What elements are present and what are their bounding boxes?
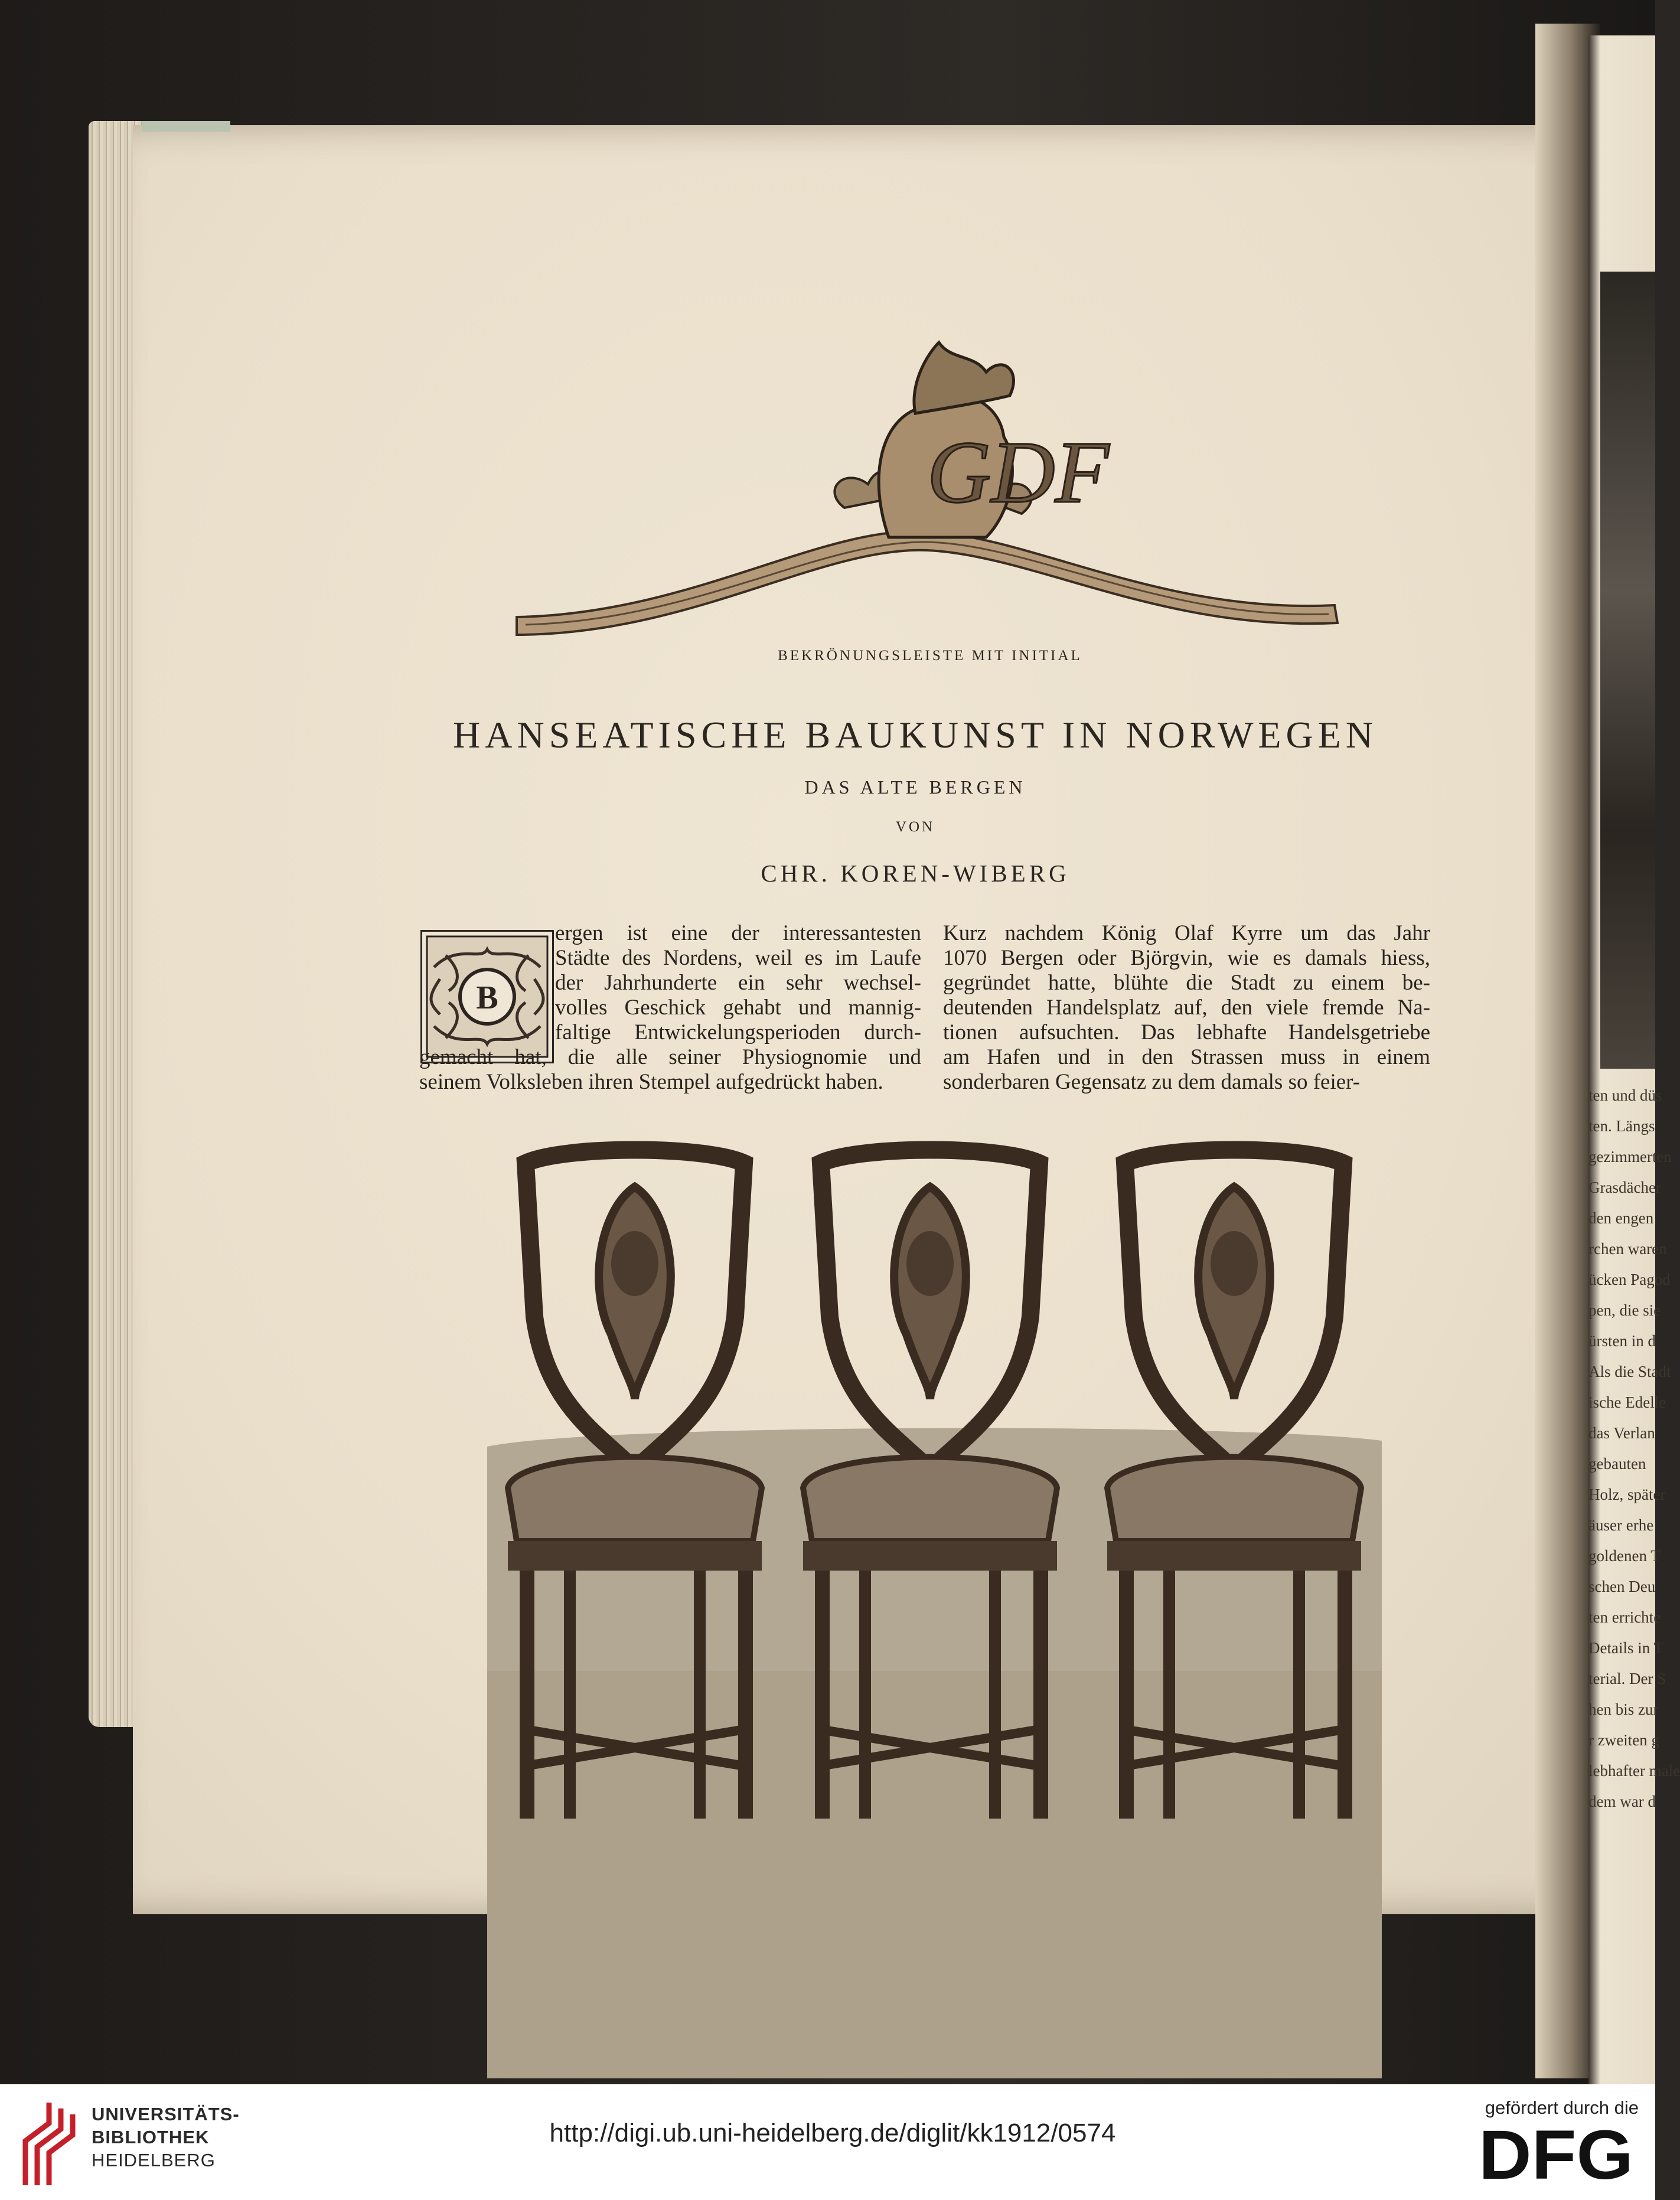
text-line: deutenden Handelsplatz auf, den viele fremde Na- [943,995,1430,1020]
text-line: sonderbaren Gegensatz zu dem damals so feier- [943,1070,1361,1094]
text-line: Kurz nachdem König Olaf Kyrre um das Jahr [943,921,1430,945]
funding-label: gefördert durch die [1485,2097,1639,2118]
chairs-photograph [481,1140,1388,2084]
chair-middle-leg-4 [1033,1571,1048,1819]
adjacent-page-text-line: rchen waren [1588,1240,1667,1258]
initial-letter: B [476,980,498,1016]
adjacent-page-text-line: gebauten [1588,1455,1646,1473]
adjacent-page-text-line: lebhafter male [1588,1762,1680,1780]
text-line: volles Geschick gehabt und mannig- [555,995,921,1020]
chair-middle-leg-3 [989,1571,1001,1819]
chair-right-leg-3 [1293,1571,1305,1819]
chair-middle-leg-2 [859,1571,871,1819]
chair-middle-apron [803,1541,1057,1571]
chair-left-leg-1 [520,1571,534,1819]
text-column-left [419,921,921,1095]
adjacent-page-text-line: goldenen T [1588,1547,1661,1565]
adjacent-page-text-line: dem war d [1588,1793,1656,1810]
text-line: tionen aufsuchten. Das lebhafte Handelsgetriebe [943,1020,1430,1044]
dfg-logo [1476,2116,1636,2194]
adjacent-page-text-line: terial. Der S [1588,1670,1666,1687]
adjacent-page-text-line: den engen [1588,1209,1654,1227]
crown-moulding-illustration [514,337,1340,667]
chair-right-seat [1107,1457,1361,1542]
adjacent-page-text-line: ten und düs [1588,1086,1662,1104]
institution-line-2: BIBLIOTHEK [92,2127,210,2147]
chair-middle-urn [906,1231,954,1296]
adjacent-page-text-line: ische Edelle [1588,1393,1666,1411]
adjacent-page [1588,35,1680,2084]
chair-left-urn [611,1231,658,1296]
text-line: gegründet hatte, blühte die Stadt zu einem be- [943,971,1430,995]
institution-line-3: HEIDELBERG [92,2150,216,2170]
author-name: CHR. KOREN-WIBERG [761,860,1070,887]
chair-left-leg-2 [564,1571,576,1819]
adjacent-page-text-line: hen bis zur [1588,1700,1659,1718]
adjacent-page-text-line: das Verlan [1588,1424,1655,1442]
adjacent-page-text-line: pen, die sie [1588,1301,1661,1319]
adjacent-page-text-line: ten errichte [1588,1608,1661,1626]
chair-right-urn [1211,1231,1258,1296]
chair-left-seat [508,1457,762,1542]
text-line: am Hafen und in den Strassen muss in einem [943,1045,1430,1069]
chair-middle-leg-1 [815,1571,830,1819]
text-line: Städte des Nordens, weil es im Laufe [555,946,921,970]
text-line: faltige Entwickelungsperioden durch- [555,1020,921,1044]
article-subtitle: DAS ALTE BERGEN [804,776,1026,798]
institution-line-1: UNIVERSITÄTS- [92,2104,240,2124]
permalink-url[interactable]: http://digi.ub.uni-heidelberg.de/diglit/kk1912/0574 [549,2119,1116,2147]
adjacent-page-text-line: ürsten in d [1588,1332,1656,1350]
chair-right-leg-1 [1119,1571,1134,1819]
adjacent-page-text-line: ücken Pagod [1588,1271,1671,1288]
photo-ground-shade [487,1671,1382,2078]
chair-left-leg-3 [694,1571,706,1819]
text-line: gemacht hat, die alle seiner Physiognomie und [419,1045,921,1069]
chair-left-leg-4 [738,1571,753,1819]
byline-prefix: VON [895,819,935,835]
svg-text:GDF: GDF [927,423,1110,521]
adjacent-page-text-line: ten. Längs [1588,1117,1655,1135]
adjacent-page-text-line: schen Deu [1588,1578,1656,1595]
dfg-logo-text: DFG [1479,2116,1633,2194]
adjacent-page-text-line: Als die Stadt [1588,1363,1671,1380]
text-column-right [943,921,1430,1095]
text-line: der Jahrhunderte ein sehr wechsel- [555,971,921,995]
crest-caption: BEKRÖNUNGSLEISTE MIT INITIAL [778,648,1082,664]
text-line: ergen ist eine der interessantesten [555,921,921,945]
adjacent-page-text-line: r zweiten g [1588,1731,1659,1749]
chair-right-apron [1107,1541,1361,1571]
chair-right-leg-2 [1163,1571,1175,1819]
text-line: 1070 Bergen oder Björgvin, wie es damals hiess, [943,946,1430,970]
article-title: HANSEATISCHE BAUKUNST IN NORWEGEN [453,714,1378,756]
text-line: seinem Volksleben ihren Stempel aufgedrückt haben. [419,1070,883,1094]
chair-right-leg-4 [1338,1571,1352,1819]
adjacent-page-text-line: äuser erhe [1588,1516,1654,1534]
page-top-edge [142,121,230,132]
adjacent-page-text-line: gezimmerten [1588,1148,1672,1166]
adjacent-page-photo [1600,272,1655,1069]
chair-middle-seat [803,1457,1057,1542]
adjacent-page-text-line: Holz, später [1588,1486,1666,1503]
adjacent-page-text-line: Grasdächer [1588,1179,1661,1196]
adjacent-page-text-line: Details in T [1588,1639,1663,1657]
university-library-logo-icon [17,2097,84,2188]
chair-left-apron [508,1541,762,1571]
